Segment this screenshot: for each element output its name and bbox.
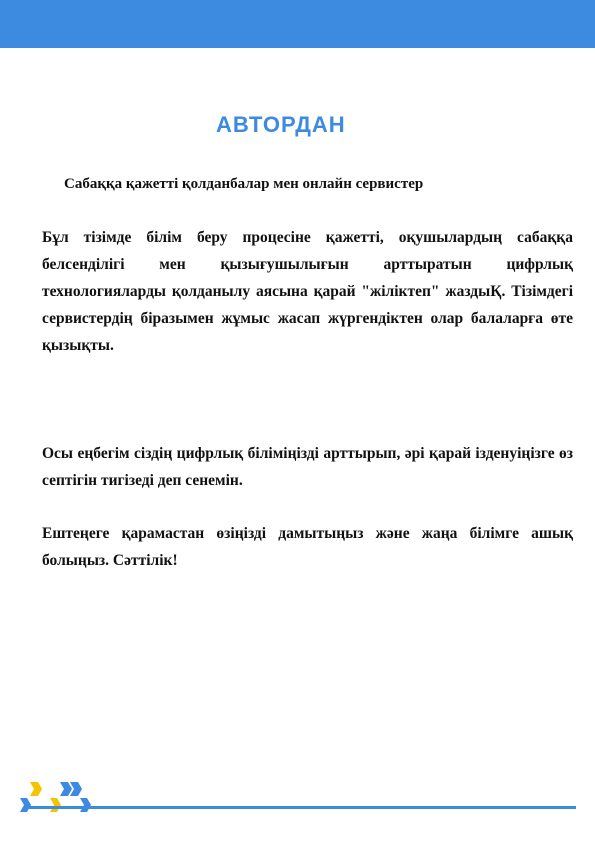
chevron-blue-bottom-1 [20, 798, 31, 812]
page-title: АВТОРДАН [216, 112, 346, 137]
chevron-blue-top-1 [60, 782, 72, 796]
paragraph-intro: Бұл тізімде білім беру процесіне қажетті, оқушылардың сабаққа белсенділігі мен қызығушылығын арттыратын цифрлық технологияларды қолданылу аясына қарай "жіліктеп" жаздыҚ. Тізімдегі сервистердің біразымен жұмыс жасап жүргендіктен олар балаларға өте қызықты. [42, 229, 573, 354]
header-bar [0, 0, 595, 48]
chevron-yellow-top [30, 782, 42, 796]
chevron-yellow-bottom [50, 798, 61, 812]
paragraph-hope: Осы еңбегім сіздің цифрлық біліміңізді арттырып, әрі қарай ізденуіңізге өз септігін тигізеді деп сенемін. [42, 445, 573, 489]
chevron-blue-bottom-2 [80, 798, 91, 812]
footer-line [24, 806, 576, 809]
page-subtitle: Сабаққа қажетті қолданбалар мен онлайн сервистер [64, 176, 424, 192]
paragraph-closing: Ештеңеге қарамастан өзіңізді дамытыңыз және жаңа білімге ашық болыңыз. Сәттілік! [42, 525, 573, 569]
